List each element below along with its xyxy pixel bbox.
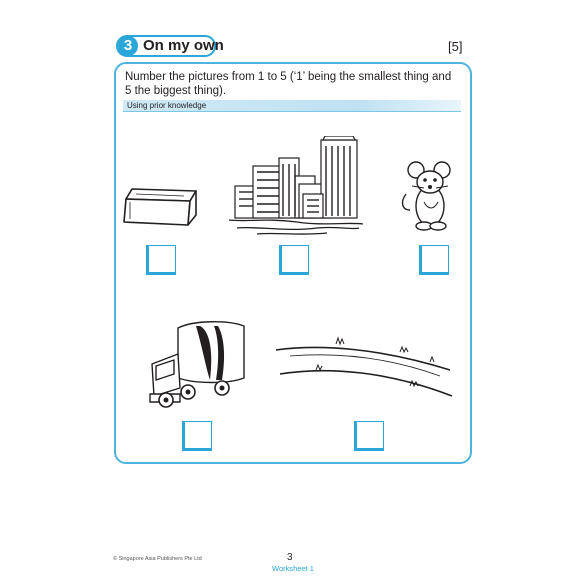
answer-box-mouse[interactable] <box>419 245 449 275</box>
page-number: 3 <box>287 552 293 563</box>
box-icon <box>122 185 198 229</box>
answer-box-buildings[interactable] <box>279 245 309 275</box>
answer-box-truck[interactable] <box>182 421 212 451</box>
exercise-number-badge: 3 <box>118 36 138 56</box>
worksheet-label: Worksheet 1 <box>272 564 314 573</box>
mouse-icon <box>398 158 458 232</box>
section-title: On my own <box>143 37 224 54</box>
answer-box-road[interactable] <box>354 421 384 451</box>
copyright: © Singapore Asia Publishers Pte Ltd <box>113 556 202 562</box>
answer-box-box[interactable] <box>146 245 176 275</box>
truck-icon <box>148 316 252 412</box>
marks-label: [5] <box>448 39 463 54</box>
question-text: Number the pictures from 1 to 5 (‘1’ being the smallest thing and 5 the biggest thing). <box>125 71 452 97</box>
buildings-icon <box>227 136 365 238</box>
road-icon <box>270 330 462 404</box>
skill-label: Using prior knowledge <box>127 101 207 110</box>
